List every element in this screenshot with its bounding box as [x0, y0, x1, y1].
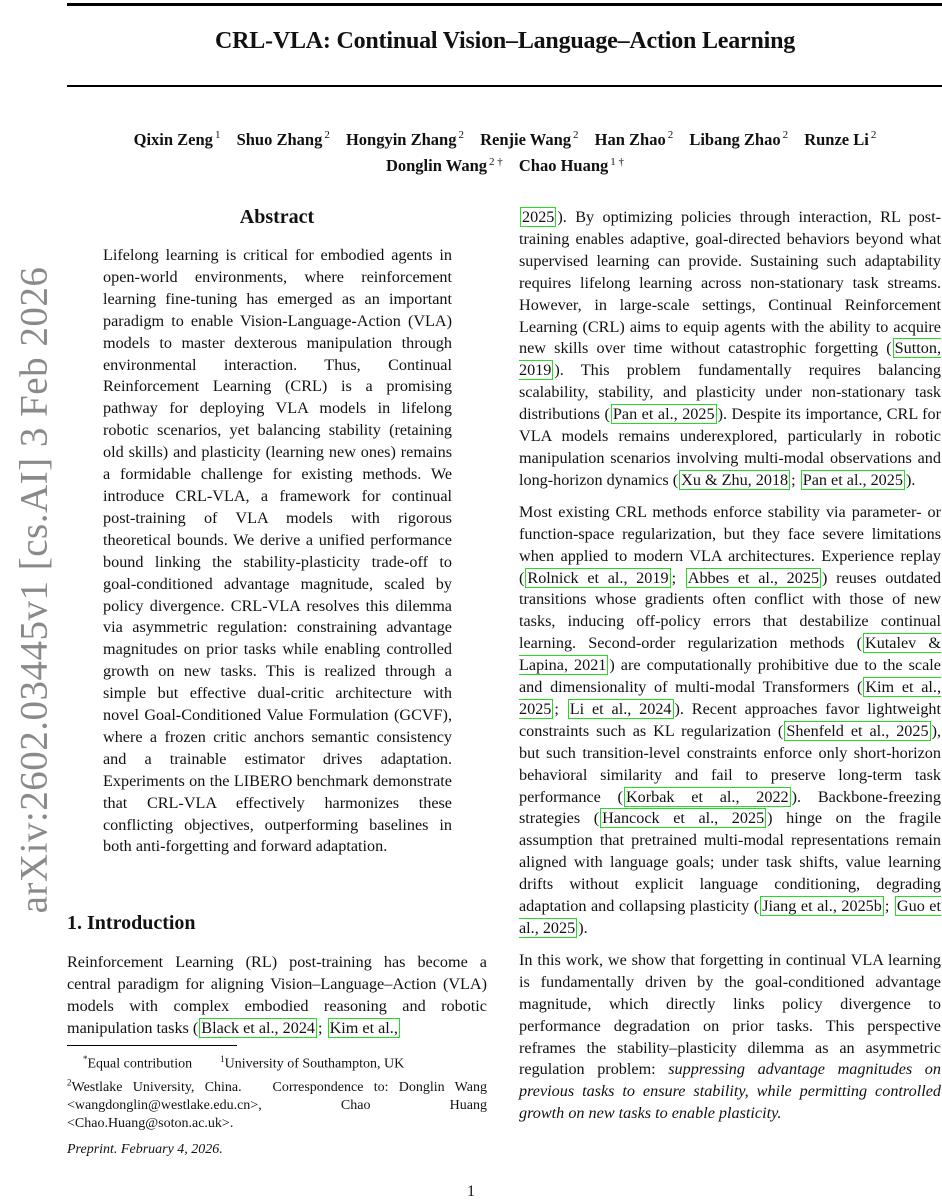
citation-link[interactable]: Jiang et al., 2025b — [762, 897, 882, 916]
citation-link[interactable]: Pan et al., 2025 — [802, 470, 903, 489]
citation-link[interactable]: Black et al., 2024 — [201, 1018, 316, 1037]
author: Han Zhao $^2$ — [594, 129, 674, 149]
author: Renjie Wang $^2$ — [480, 129, 579, 149]
intro-paragraph-2: Most existing CRL methods enforce stability via parameter- or function-space regularization, but they face severe limitations when applied to modern VLA architectures. Experience replay ( Rolnick et al., 2019 ; Abbes et al., 2025 ) reuses outdated transitions whose gradients often conflict with those of new tasks, inducing off-policy errors that destabilize continual learning. Second-order regularization methods ( Kutalev & Lapina, 2021 ) are computationally prohibitive due to the scale and dimensionality of multi-modal Transformers ( Kim et al., 2025 ; Li et al., 2024 ). Recent approaches favor lightweight constraints such as KL regularization ( Shenfeld et al., 2025 ), but such transition-level constraints enforce only short-horizon behavioral similarity and fail to preserve long-term task performance ( Korbak et al., 2022 ). Backbone-freezing strategies ( Hancock et al., 2025 ) hinge on the fragile assumption that pretrained multi-modal representations remain aligned with language goals; under task shifts, value learning drifts without explicit language conditioning, degrading adaptation and collapsing plasticity ( Jiang et al., 2025b ; Guo et al., 2025 ). — [519, 502, 942, 937]
author-list — [67, 124, 942, 177]
citation-link[interactable]: Li et al., 2024 — [569, 699, 672, 718]
author: Qixin Zeng $^1$ — [133, 129, 221, 149]
paper-title: CRL-VLA: Continual Vision–Language–Action Learning — [214, 28, 796, 54]
preprint-note: Preprint. February 4, 2026. — [67, 1142, 223, 1157]
author: Donglin Wang $^{2 \dagger}$ — [385, 155, 503, 175]
footnote-rule — [67, 1045, 237, 1046]
intro-continuation — [519, 207, 941, 1135]
intro-paragraph-3: In this work, we show that forgetting in continual VLA learning is fundamentally driven by the goal-conditioned advantage magnitude, which directly links policy divergence to performance degradation on prior tasks. This perspective reframes the stability–plasticity dilemma as an asymmetric regulation problem: suppressing advantage magnitudes on previous tasks to ensure stability, while permitting controlled growth on new tasks to enable plasticity. — [519, 950, 941, 1123]
citation-link[interactable]: Abbes et al., 2025 — [687, 568, 820, 587]
intro-paragraph-1: 2025 ). By optimizing policies through interaction, RL post-training enables adaptive, goal-directed behaviors beyond what supervised learning can provide. Sustaining such adaptability requires lifelong learning across non-stationary task streams. However, in large-scale settings, Continual Reinforcement Learning (CRL) aims to equip agents with the ability to acquire new skills over time without catastrophic forgetting ( Sutton, 2019 ). This problem fundamentally requires balancing scalability, stability, and plasticity under non-stationary task distributions ( Pan et al., 2025 ). Despite its importance, CRL for VLA models remains underexplored, particularly in robotic manipulation scenarios involving multi-modal observations and long-horizon dynamics ( Xu & Zhu, 2018 ; Pan et al., 2025 ). — [519, 208, 942, 489]
citation-link[interactable]: 2025 — [522, 208, 555, 226]
citation-link[interactable]: Guo et al., 2025 — [519, 897, 941, 937]
citation-link[interactable]: Shenfeld et al., 2025 — [786, 721, 929, 740]
section-heading-introduction: 1. Introduction — [67, 912, 196, 934]
author: Runze Li $^2$ — [804, 129, 877, 149]
author: Hongyin Zhang $^2$ — [345, 129, 464, 149]
citation-link[interactable]: Rolnick et al., 2019 — [527, 568, 669, 587]
title-rule-bottom — [67, 85, 942, 87]
citation-link[interactable]: Hancock et al., 2025 — [602, 809, 765, 828]
citation-link[interactable]: Kutalev & Lapina, 2021 — [519, 634, 941, 675]
citation-link[interactable]: Xu & Zhu, 2018 — [681, 470, 789, 489]
page-number: 1 — [467, 1183, 475, 1200]
citation-link[interactable]: Korbak et al., 2022 — [625, 787, 789, 806]
footnote: *Equal contribution $^1$University of Southampton, UK $^2$Westlake University, China. Correspondence to: Donglin Wang <wangdonglin@westlake.edu.cn>, Chao Huang <Chao.Huang@soton.ac.uk>. — [67, 1054, 487, 1132]
intro-paragraph-start: Reinforcement Learning (RL) post-training has become a central paradigm for aligning Vision–Language–Action (VLA) models with complex embodied reasoning and robotic manipulation tasks ( Black et al., 2024 ; Kim et al., — [67, 953, 487, 1037]
citation-link[interactable]: Pan et al., 2025 — [612, 405, 715, 424]
abstract-text: Lifelong learning is critical for embodied agents in open-world environments, where reinforcement learning fine-tuning has emerged as an important paradigm to enable Vision-Language-Action (VLA) models to master dexterous manipulation through environmental interaction. Thus, Continual Reinforcement Learning (CRL) is a promising pathway for deploying VLA models in lifelong robotic scenarios, yet balancing stability (retaining old skills) and plasticity (learning new ones) remains a formidable challenge for existing methods. We introduce CRL-VLA, a framework for continual post-training of VLA models with rigorous theoretical bounds. We derive a unified performance bound linking the stability-plasticity trade-off to goal-conditioned advantage magnitude, scaled by policy divergence. CRL-VLA resolves this dilemma via asymmetric regulation: constraining advantage magnitudes on prior tasks while enabling controlled growth on new tasks. This is realized through a simple but effective dual-critic architecture with novel Goal-Conditioned Value Formulation (GCVF), where a frozen critic anchors semantic consistency and a trainable estimator drives adaptation. Experiments on the LIBERO benchmark demonstrate that CRL-VLA effectively harmonizes these conflicting objectives, outperforming baselines in both anti-forgetting and forward adaptation. — [103, 246, 452, 856]
title-rule-top — [67, 3, 942, 6]
citation-link[interactable]: Kim et al., 2025 — [519, 678, 941, 718]
citation-link[interactable]: Kim et al., — [329, 1018, 398, 1037]
author: Chao Huang $^{1 \dagger}$ — [518, 155, 625, 175]
abstract-heading: Abstract — [239, 206, 315, 228]
citation-link[interactable]: Sutton, 2019 — [519, 339, 941, 380]
arxiv-stamp: arXiv:2602.03445v1 [cs.AI] 3 Feb 2026 — [12, 266, 56, 914]
author: Libang Zhao $^2$ — [689, 129, 789, 149]
author: Shuo Zhang $^2$ — [236, 129, 330, 149]
